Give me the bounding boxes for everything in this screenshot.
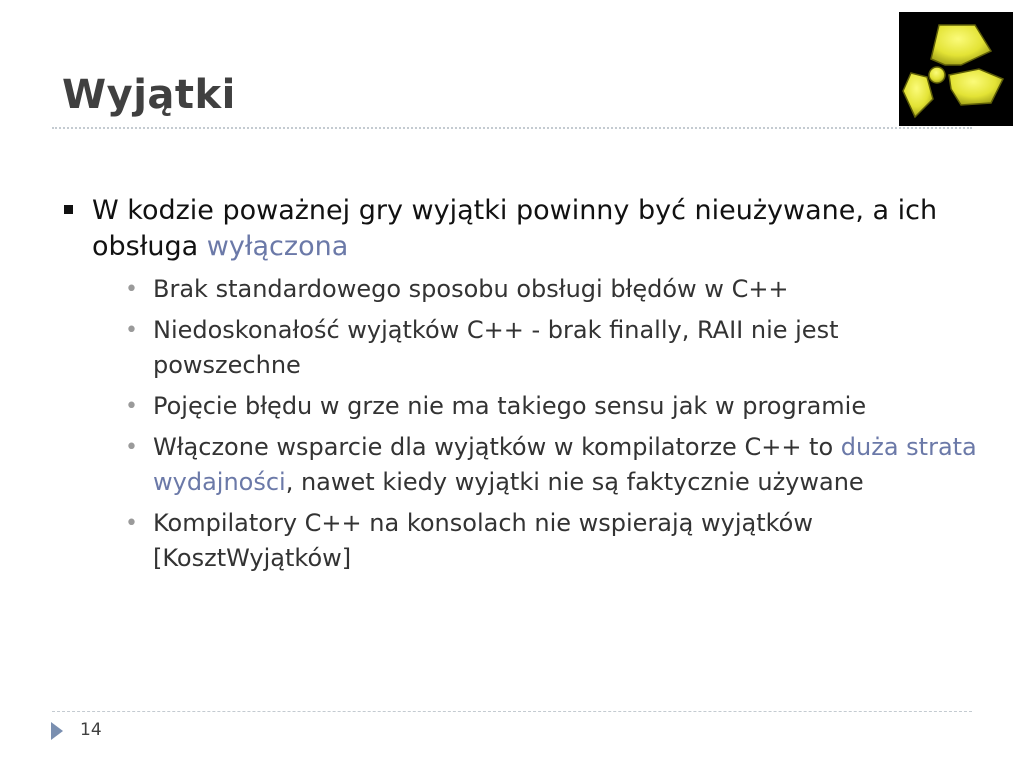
sub-item xyxy=(92,430,982,500)
round-bullet-icon: • xyxy=(125,511,138,536)
square-bullet-icon xyxy=(64,205,73,214)
sub-item-text: Brak standardowego sposobu obsługi błędów w C++ xyxy=(153,275,789,303)
sub-list xyxy=(92,272,982,576)
sub-item-highlight: duża strata wydajności xyxy=(153,433,977,496)
title-divider xyxy=(52,127,972,129)
round-bullet-icon: • xyxy=(125,277,138,302)
bullet-text: W kodzie poważnej gry wyjątki powinny być nieużywane, a ich obsługa xyxy=(92,195,938,262)
sub-item xyxy=(92,506,982,576)
round-bullet-icon: • xyxy=(125,435,138,460)
sub-item xyxy=(92,313,982,383)
slide-title: Wyjątki xyxy=(62,72,236,118)
sub-item-text: Niedoskonałość wyjątków C++ - brak finally, RAII nie jest powszechne xyxy=(153,316,839,379)
round-bullet-icon: • xyxy=(125,318,138,343)
radiation-logo-icon xyxy=(899,12,1013,126)
sub-item-text: Włączone wsparcie dla wyjątków w kompilatorze C++ to xyxy=(153,433,841,461)
footer-divider xyxy=(52,711,972,712)
round-bullet-icon: • xyxy=(125,394,138,419)
sub-item-text: Kompilatory C++ na konsolach nie wspierają wyjątków [KosztWyjątków] xyxy=(153,509,813,572)
sub-item-text: Pojęcie błędu w grze nie ma takiego sensu jak w programie xyxy=(153,392,867,420)
sub-item xyxy=(92,389,982,424)
page-number: 14 xyxy=(80,720,102,740)
bullet-item xyxy=(62,193,982,576)
sub-item-text: , nawet kiedy wyjątki nie są faktycznie używane xyxy=(285,468,864,496)
slide-content xyxy=(62,193,982,582)
play-triangle-icon[interactable] xyxy=(51,722,63,740)
sub-item xyxy=(92,272,982,307)
bullet-highlight: wyłączona xyxy=(206,231,349,262)
